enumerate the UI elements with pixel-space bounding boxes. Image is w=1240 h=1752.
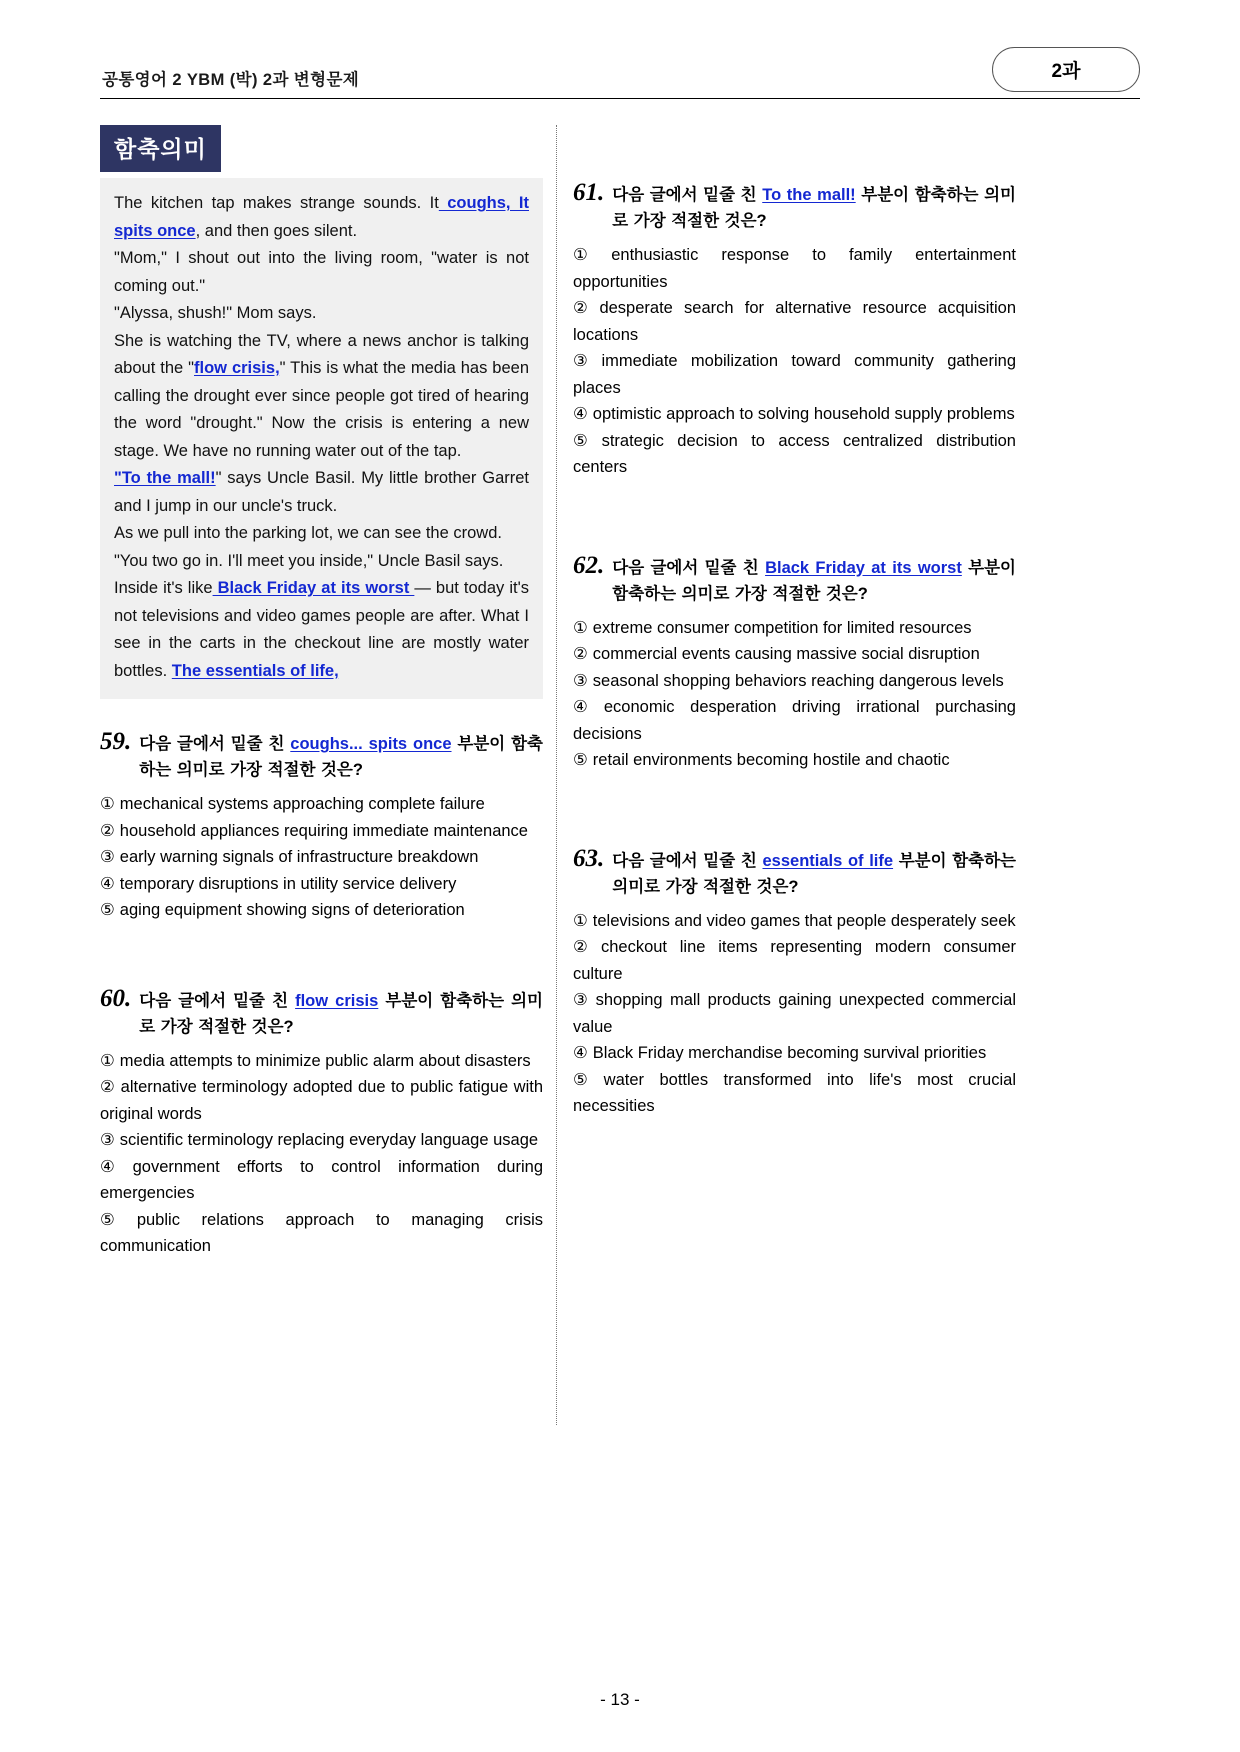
option-item[interactable] [573,934,1016,987]
option-item[interactable] [573,747,1016,774]
option-text: desperate search for alternative resource acquisition locations [573,299,1016,344]
option-marker: ① [573,911,588,930]
passage-line [114,548,529,576]
passage-text: The kitchen tap makes strange sounds. It [114,194,439,212]
question-stem-after: 부분이 함축하는 의미로 가장 적절한 것은? [139,991,543,1036]
passage-text: As we pull into the parking lot, we can see the crowd. [114,524,502,542]
option-item[interactable] [573,1040,1016,1067]
right-column [573,125,1016,1120]
option-text: temporary disruptions in utility service delivery [119,874,457,893]
option-item[interactable] [573,348,1016,401]
passage-highlight[interactable]: The essentials of life, [171,661,339,680]
passage-text: , and then goes silent. [195,221,358,240]
question-heading [100,986,543,1040]
header-divider [100,98,1140,99]
option-text: Black Friday merchandise becoming survival priorities [592,1044,987,1062]
question-reference-phrase[interactable]: Black Friday at its worst [765,558,962,577]
option-item[interactable] [100,818,543,845]
option-text: alternative terminology adopted due to public fatigue with original words [100,1078,543,1123]
left-column [100,125,543,1260]
question-heading [573,180,1016,234]
option-item[interactable] [100,897,543,924]
question-reference-phrase[interactable]: coughs... spits once [290,735,452,753]
question-stem-before: 다음 글에서 밑줄 친 [612,186,763,204]
question-heading [573,846,1016,900]
option-marker: ④ [573,405,588,423]
option-item[interactable] [100,871,543,898]
passage-text: "Alyssa, shush!" Mom says. [114,304,317,322]
question-number: 63. [573,844,605,872]
option-text: water bottles transformed into life's most crucial necessities [573,1070,1016,1115]
question-stem-after: 부분이 함축하는 의미로 가장 적절한 것은? [612,186,1016,230]
option-text: checkout line items representing modern consumer culture [573,938,1016,983]
question-stem [612,848,1016,900]
option-item[interactable] [100,844,543,871]
passage-line [114,300,529,328]
option-text: commercial events causing massive social disruption [592,645,980,663]
option-item[interactable] [573,242,1016,295]
passage-text: "You two go in. I'll meet you inside," Uncle Basil says. [114,551,504,570]
option-marker: ② [573,645,588,663]
question-stem-before: 다음 글에서 밑줄 친 [612,851,763,870]
option-marker: ② [573,938,596,956]
option-item[interactable] [100,1207,543,1260]
question-stem-after: 부분이 함축하는 의미로 가장 적절한 것은? [612,558,1016,603]
reading-passage [100,178,543,699]
question-number: 61. [573,179,605,206]
question-heading [573,553,1016,607]
option-marker: ③ [573,991,591,1009]
option-item[interactable] [100,1154,543,1207]
option-marker: ② [573,299,595,317]
option-text: strategic decision to access centralized distribution centers [573,431,1016,476]
question-block [573,553,1016,774]
option-list [100,1048,543,1260]
passage-line [114,328,529,466]
question-heading [100,729,543,783]
option-text: early warning signals of infrastructure breakdown [119,848,479,866]
question-block [573,846,1016,1120]
option-item[interactable] [573,1067,1016,1120]
question-stem [139,731,543,783]
question-number: 62. [573,551,605,579]
page-header [100,52,1140,104]
option-marker: ⑤ [573,431,597,450]
option-text: aging equipment showing signs of deterioration [119,901,465,919]
option-item[interactable] [573,694,1016,747]
option-marker: ⑤ [573,751,588,769]
column-divider [556,125,557,1425]
option-marker: ① [573,246,607,264]
option-marker: ④ [100,1157,128,1176]
passage-line [114,575,529,685]
option-text: optimistic approach to solving household supply problems [592,405,1015,423]
passage-highlight[interactable]: flow crisis, [194,359,280,377]
question-stem-after: 부분이 함축하는 의미로 가장 적절한 것은? [139,735,543,779]
passage-highlight[interactable]: Black Friday at its worst [212,579,415,597]
option-text: scientific terminology replacing everyday language usage [119,1131,539,1149]
option-marker: ② [100,1078,116,1096]
option-item[interactable] [100,791,543,818]
page-footer: - 13 - [600,1690,640,1709]
option-text: immediate mobilization toward community gathering places [573,352,1016,397]
lesson-badge: 2과 [992,47,1140,92]
option-marker: ⑤ [100,901,115,919]
option-marker: ① [100,795,115,813]
option-marker: ③ [100,848,115,866]
question-reference-phrase[interactable]: To the mall! [762,186,856,204]
question-number: 60. [100,984,132,1012]
option-text: shopping mall products gaining unexpected commercial value [573,991,1016,1036]
option-list [100,791,543,924]
passage-text: "Mom," I shout out into the living room, "water is not coming out." [114,249,529,295]
option-item[interactable] [100,1048,543,1075]
question-stem [139,988,543,1040]
option-text: mechanical systems approaching complete failure [119,795,485,813]
question-block [100,729,543,924]
option-list [573,615,1016,774]
option-item[interactable] [573,295,1016,348]
question-stem-before: 다음 글에서 밑줄 친 [139,735,291,753]
option-text: seasonal shopping behaviors reaching dangerous levels [592,671,1004,690]
option-marker: ④ [573,1044,588,1062]
option-text: household appliances requiring immediate maintenance [119,821,528,840]
question-reference-phrase[interactable]: flow crisis [295,991,379,1010]
option-item[interactable] [573,668,1016,695]
question-block [573,180,1016,481]
question-reference-phrase[interactable]: essentials of life [762,851,894,870]
section-label: 함축의미 [100,125,221,172]
header-title: 공통영어 2 YBM (박) 2과 변형문제 [102,71,360,89]
option-text: retail environments becoming hostile and chaotic [592,751,950,769]
passage-line [114,190,529,245]
question-stem-before: 다음 글에서 밑줄 친 [139,991,296,1010]
option-marker: ④ [573,698,599,716]
option-marker: ① [573,618,588,637]
passage-text: She is watching the TV, where a news anchor is talking about the " [114,331,529,377]
option-text: extreme consumer competition for limited resources [592,618,972,637]
option-item[interactable] [100,1074,543,1127]
passage-line [114,520,529,548]
option-marker: ⑤ [100,1210,132,1229]
passage-text: " This is what the media has been calling the drought ever since people got tired of hearing the word "drought." Now the crisis is entering a new stage. We have no running water out of the tap. [114,359,530,460]
option-text: televisions and video games that people desperately seek [592,911,1016,930]
option-text: media attempts to minimize public alarm about disasters [119,1051,531,1070]
option-list [573,242,1016,481]
question-stem-before: 다음 글에서 밑줄 친 [612,558,766,577]
passage-highlight[interactable]: "To the mall! [114,469,216,487]
question-stem [612,555,1016,607]
question-block [100,986,543,1260]
option-item[interactable] [573,428,1016,481]
option-marker: ④ [100,874,115,893]
passage-highlight[interactable]: coughs, It spits once [114,194,529,240]
passage-text: " says Uncle Basil. My little brother Garret and I jump in our uncle's truck. [114,469,529,515]
passage-line [114,245,529,300]
passage-text: Inside it's like [114,579,213,597]
option-item[interactable] [100,1127,543,1154]
question-number: 59. [100,728,132,755]
passage-line [114,465,529,520]
option-marker: ② [100,821,115,840]
option-item[interactable] [573,641,1016,668]
passage-text: — but today it's not televisions and video games people are after. What I see in the carts in the checkout line are mostly water bottles. [114,579,529,680]
option-item[interactable] [573,401,1016,428]
option-text: public relations approach to managing crisis communication [100,1210,543,1255]
option-item[interactable] [573,615,1016,642]
option-marker: ③ [573,352,597,370]
option-item[interactable] [573,987,1016,1040]
question-stem-after: 부분이 함축하는 의미로 가장 적절한 것은? [612,851,1016,896]
option-marker: ⑤ [573,1070,599,1089]
question-stem [612,182,1016,234]
option-item[interactable] [573,908,1016,935]
option-list [573,908,1016,1120]
option-marker: ① [100,1051,115,1070]
option-text: government efforts to control information during emergencies [100,1157,543,1202]
option-marker: ③ [573,671,588,690]
option-marker: ③ [100,1131,115,1149]
option-text: enthusiastic response to family entertainment opportunities [573,246,1016,291]
option-text: economic desperation driving irrational purchasing decisions [573,698,1016,743]
